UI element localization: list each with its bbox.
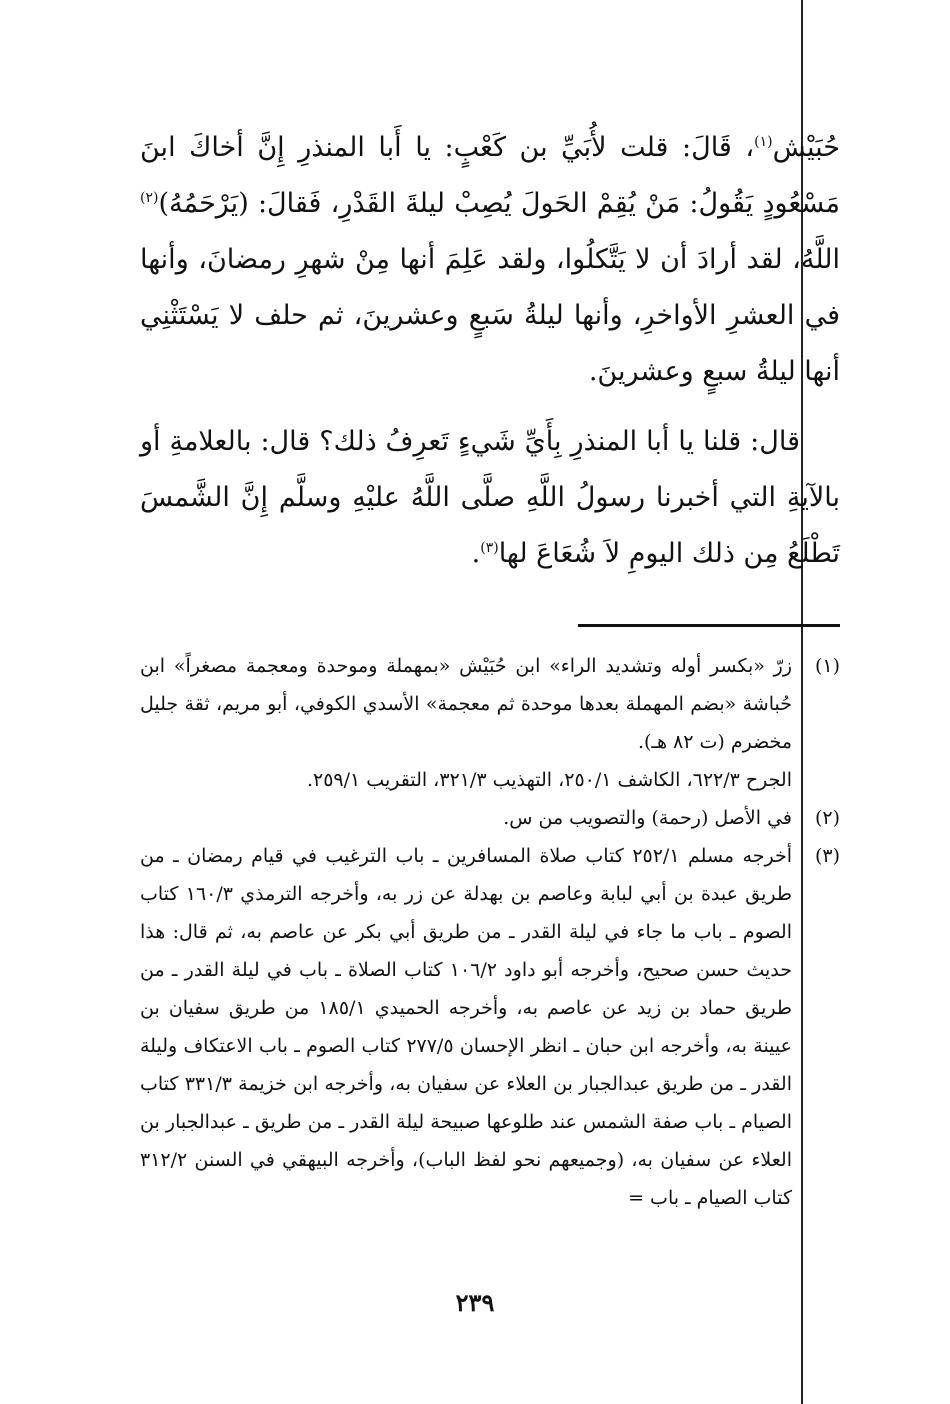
footnote-body	[140, 799, 792, 837]
footnote-paragraph: الجرح ٦٢٢/٣، الكاشف ٢٥٠/١، التهذيب ٣٢١/٣، التقريب ٢٥٩/١.	[306, 769, 792, 791]
footnote-body	[140, 647, 792, 799]
footnote-1	[140, 647, 840, 799]
main-paragraph-1-end: اللَّهُ، لقد أرادَ أن لا يَتَّكلُوا، ولقد عَلِمَ أنها مِنْ شهرِ رمضانَ، وأنها في العشرِ الأواخرِ، وأنها ليلةُ سَبعٍ وعشرينَ، ثم حلف لا يَسْتَثْنِي أنها ليلةُ سبعٍ وعشرينَ.	[140, 244, 840, 387]
footnote-number: (٢)	[814, 807, 840, 829]
footnote-paragraph: زرّ «بكسر أوله وتشديد الراء» ابن حُبَيْش «بمهملة وموحدة ومعجمة مصغراً» ابن حُباشة «بضم المهملة بعدها موحدة ثم معجمة» الأسدي الكوفي، أبو مريم، ثقة جليل مخضرم (ت ٨٢ هـ).	[140, 655, 792, 753]
footnote-3	[140, 837, 840, 1217]
footnote-reference-1[interactable]: (١)	[754, 134, 773, 150]
footnote-body	[140, 837, 792, 1217]
main-paragraph-2	[140, 414, 840, 582]
book-page	[140, 120, 840, 1217]
footnote-paragraph: أخرجه مسلم ٢٥٢/١ كتاب صلاة المسافرين ـ باب الترغيب في قيام رمضان ـ من طريق عبدة بن أبي لبابة وعاصم بن بهدلة عن زر به، وأخرجه الترمذي ١٦٠/٣ كتاب الصوم ـ باب ما جاء في ليلة القدر ـ من طريق أبي بكر عن عاصم به، ثم قال: هذا حديث حسن صحيح، وأخرجه أبو داود ١٠٦/٢ كتاب الصلاة ـ باب في ليلة القدر ـ من طريق حماد بن زيد عن عاصم به، وأخرجه الحميدي ١٨٥/١ من طريق سفيان بن عيينة به، وأخرجه ابن حبان ـ انظر الإحسان ٢٧٧/٥ كتاب الصوم ـ باب الاعتكاف وليلة القدر ـ من طريق عبدالجبار بن العلاء عن سفيان به، وأخرجه ابن خزيمة ٣٣١/٣ كتاب الصيام ـ باب صفة الشمس عند طلوعها صبيحة ليلة القدر ـ من طريق ـ عبدالجبار بن العلاء عن سفيان به، (وجميعهم نحو لفظ الباب)، وأخرجه البيهقي في السنن ٣١٢/٢ كتاب الصيام ـ باب =	[140, 845, 792, 1209]
footnotes	[140, 647, 840, 1217]
main-paragraph-1-start: حُبَيْش	[772, 132, 840, 163]
footnote-number: (٣)	[814, 845, 840, 867]
page-number: ٢٣٩	[455, 1288, 495, 1317]
footnote-separator	[578, 624, 840, 627]
main-paragraph-1-middle: ، قَالَ: قلت لأُبَيِّ بن كَعْبٍ: يا أَبا المنذرِ إِنَّ أخاكَ ابنَ مَسْعُودٍ يَقُولُ: مَنْ يُقِمْ الحَولَ يُصِبْ ليلةَ القَدْرِ، فَقالَ: (يَرْحَمُهُ)	[140, 132, 840, 219]
footnote-number: (١)	[814, 655, 840, 677]
main-paragraph-2-end: .	[471, 538, 481, 569]
main-text	[140, 120, 840, 582]
footnote-reference-2[interactable]: (٢)	[140, 190, 159, 206]
main-paragraph-2-text: قال: قلنا يا أبا المنذرِ بِأَيِّ شَيءٍ تَعرِفُ ذلك؟ قال: بالعلامةِ أو بالآيةِ التي أخبرنا رسولُ اللَّهِ صلَّى اللَّهُ عليْهِ وسلَّم إِنَّ الشَّمسَ تَطْلَعُ مِن ذلك اليومِ لاَ شُعَاعَ لها	[140, 426, 840, 569]
footnote-2	[140, 799, 840, 837]
main-paragraph-1	[140, 120, 840, 400]
footnote-reference-3[interactable]: (٣)	[480, 540, 499, 556]
footnote-paragraph: في الأصل (رحمة) والتصويب من س.	[503, 807, 792, 829]
